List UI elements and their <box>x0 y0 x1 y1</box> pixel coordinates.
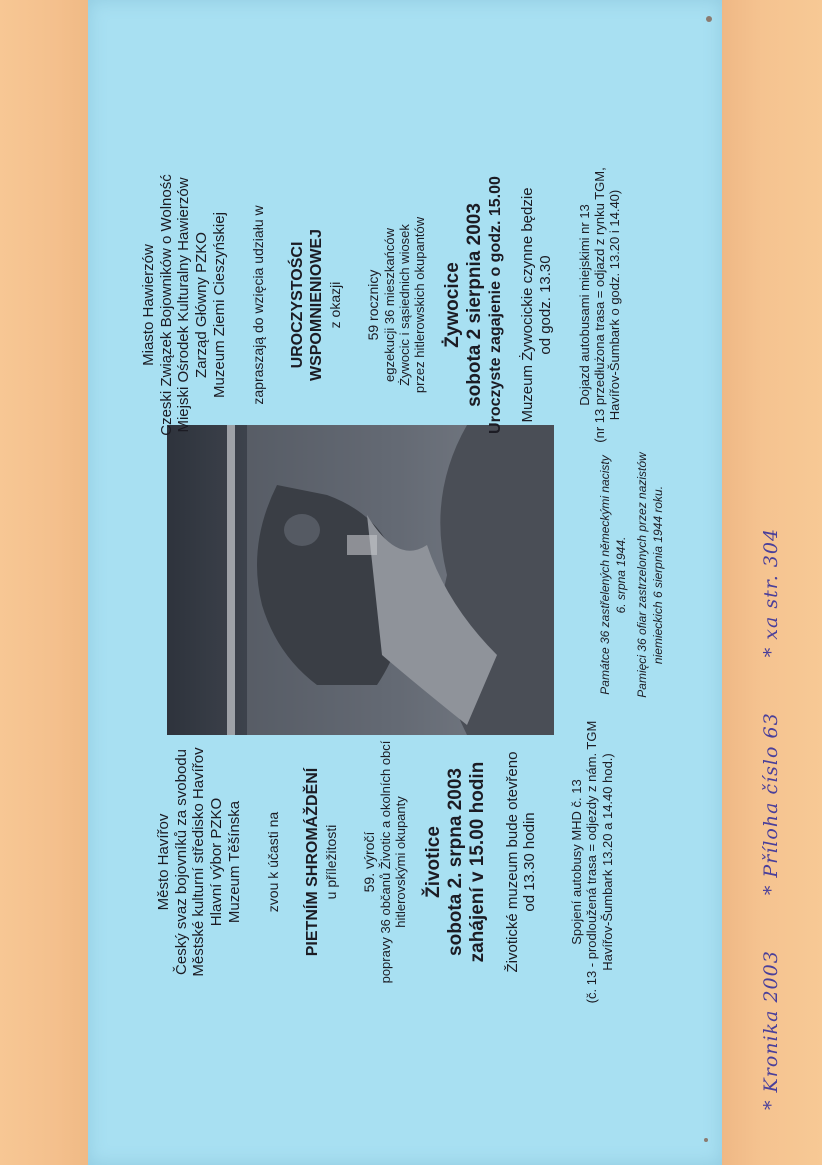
caption-cz-1: Památce 36 zastřelených německými nacisty <box>598 455 612 695</box>
organizer-pl-2: Czeski Związek Bojowników o Wolność <box>157 174 175 436</box>
date-pl: sobota 2 sierpnia 2003 <box>464 203 486 407</box>
start-time-pl: Uroczyste zagajenie o godz. 15.00 <box>486 176 504 434</box>
handwritten-notes <box>760 480 782 1110</box>
event-title-pl-2: WSPOMNIENIOWEJ <box>307 229 325 382</box>
start-time: zahájení v 15.00 hodin <box>467 761 489 963</box>
museum-pl-line-1: Muzeum Żywocickie czynne będzie <box>519 187 537 423</box>
transport-pl-line-3: Havířov-Šumbark o godz. 13.20 i 14.40) <box>607 189 623 421</box>
occasion-text-pl: z okazji <box>326 281 343 329</box>
anniversary-desc-1: popravy 36 občanů Životic a okolních obcí <box>377 740 393 984</box>
anniversary-pl-desc-2: Żywocic i sąsiednich wiosek <box>397 224 413 386</box>
place: Životice <box>422 826 444 898</box>
organizer-2: Český svaz bojovníků za svobodu <box>172 749 190 975</box>
transport-line-2: (č. 13 - prodloužená trasa = odjezdy z nám. TGM <box>584 720 600 1004</box>
event-title-pl-1: UROCZYSTOŚCI <box>288 241 306 369</box>
transport-line-3: Havířov-Šumbark 13.20 a 14.40 hod.) <box>599 753 615 971</box>
anniversary: 59. výročí <box>361 831 378 893</box>
scan-speck <box>706 16 712 22</box>
transport-pl-line-2: (nr 13 przedłużona trasa = odjazd z rynku TGM, <box>592 167 608 443</box>
organizer-pl-5: Muzeum Ziemi Cieszyńskiej <box>210 212 228 398</box>
place-pl: Żywocice <box>441 262 463 348</box>
transport-pl-line-1: Dojazd autobusami miejskimi nr 13 <box>576 204 592 406</box>
organizer-3: Městské kulturní středisko Havířov <box>190 747 208 977</box>
anniversary-pl-desc-1: egzekucji 36 mieszkańców <box>381 228 397 382</box>
scan-speck <box>704 1138 708 1142</box>
caption-pl-2: niemieckich 6 sierpnia 1944 roku. <box>650 485 665 665</box>
museum-line-1: Životické muzeum bude otevřeno <box>503 751 521 973</box>
handwritten-note-3: * xa str. 304 <box>760 527 782 658</box>
organizer-1: Město Havířov <box>155 813 172 911</box>
organizer-pl-1: Miasto Hawierzów <box>140 244 157 366</box>
handwritten-note-1: * Kronika 2003 <box>760 950 782 1110</box>
invite-text: zvou k účasti na <box>265 811 282 913</box>
anniversary-pl: 59 rocznicy <box>365 269 382 341</box>
handwritten-note-2: * Příloha číslo 63 <box>760 712 782 896</box>
event-title: PIETNÍM SHROMÁŽDĚNÍ <box>303 767 321 957</box>
organizer-5: Muzeum Těšínska <box>225 800 243 924</box>
organizer-4: Hlavní výbor PZKO <box>208 797 226 927</box>
organizer-pl-4: Zarząd Główny PZKO <box>193 232 211 378</box>
scan-background-left <box>0 0 92 1165</box>
caption-pl-1: Pamięci 36 ofiar zastrzelonych przez nazistów <box>635 452 650 698</box>
museum-pl-line-2: od godz. 13.30 <box>537 255 555 355</box>
transport-line-1: Spojení autobusy MHD č. 13 <box>569 779 585 945</box>
anniversary-pl-desc-3: przez hitlerowskich okupantów <box>412 216 428 394</box>
organizer-pl-3: Miejski Ośrodek Kulturalny Hawierzów <box>175 177 193 433</box>
anniversary-desc-2: hitlerovskými okupanty <box>393 796 409 928</box>
date: sobota 2. srpna 2003 <box>444 768 466 956</box>
caption-cz-2: 6. srpna 1944. <box>613 536 628 614</box>
occasion-text: u příležitosti <box>322 824 339 900</box>
polish-invitation <box>140 20 623 590</box>
invite-text-pl: zapraszają do wzięcia udziału w <box>250 205 267 405</box>
museum-line-2: od 13.30 hodin <box>521 812 539 912</box>
